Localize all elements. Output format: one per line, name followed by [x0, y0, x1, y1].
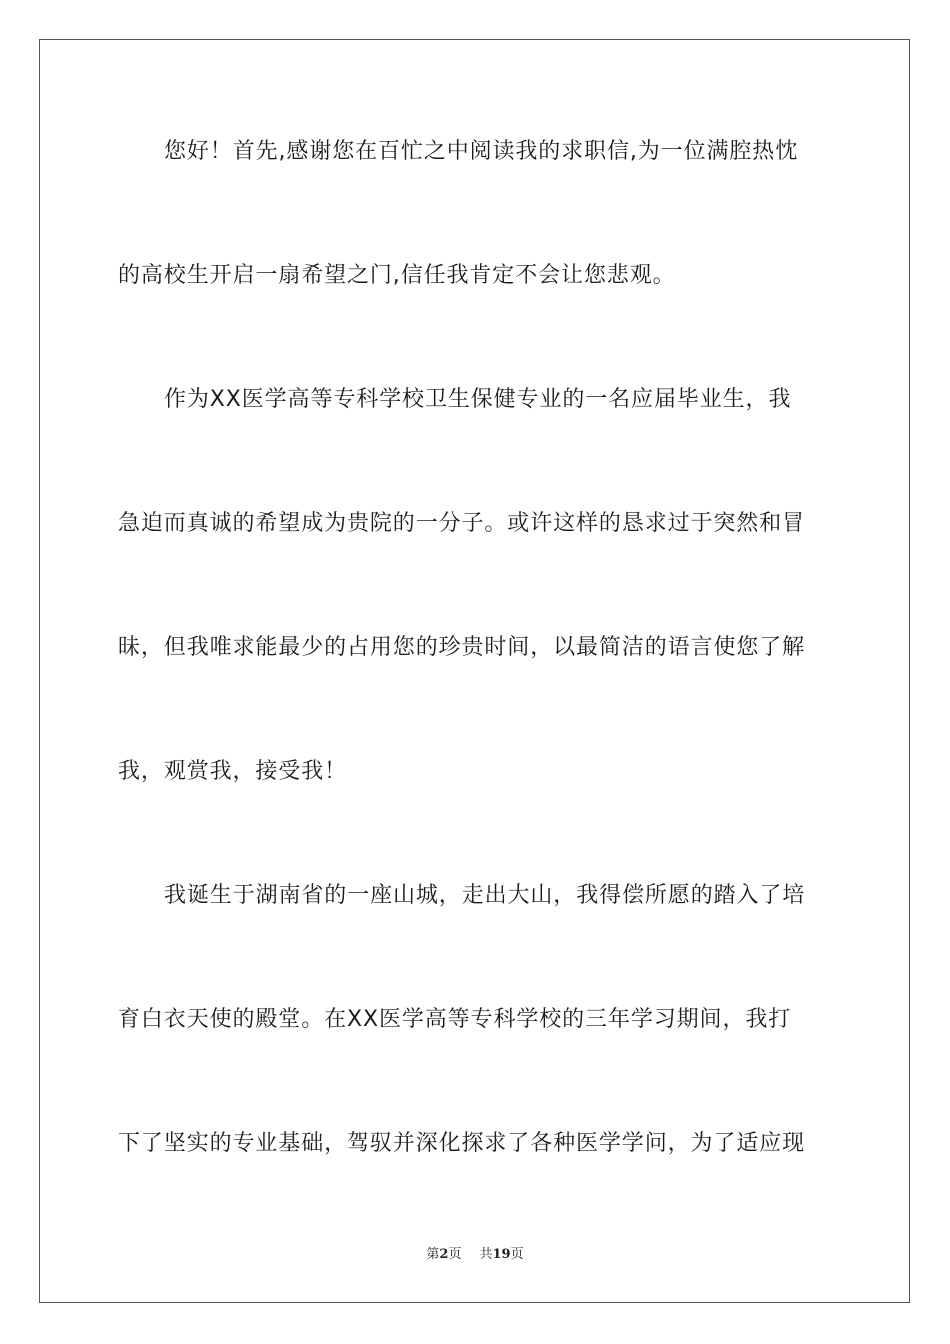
body-line-2: 的高校生开启一扇希望之门,信任我肯定不会让您悲观。	[118, 263, 676, 288]
body-line-7: 我诞生于湖南省的一座山城，走出大山，我得偿所愿的踏入了培	[164, 883, 806, 908]
total-pages: 19	[492, 1247, 511, 1262]
total-label-prefix: 共	[479, 1247, 493, 1262]
page-label-prefix: 第	[426, 1247, 440, 1262]
body-line-5: 昧，但我唯求能最少的占用您的珍贵时间，以最简洁的语言使您了解	[118, 635, 806, 660]
body-line-4: 急迫而真诚的希望成为贵院的一分子。或许这样的恳求过于突然和冒	[118, 511, 806, 536]
page-frame	[39, 39, 910, 1303]
total-label-suffix: 页	[510, 1247, 524, 1262]
page-footer	[0, 1246, 950, 1264]
body-line-8: 育白衣天使的殿堂。在XX医学高等专科学校的三年学习期间，我打	[118, 1007, 792, 1032]
body-line-6: 我，观赏我，接受我！	[118, 759, 348, 784]
page-label-suffix: 页	[448, 1247, 462, 1262]
body-line-9: 下了坚实的专业基础，驾驭并深化探求了各种医学学问，为了适应现	[118, 1131, 806, 1156]
body-line-1: 您好！首先,感谢您在百忙之中阅读我的求职信,为一位满腔热忱	[164, 139, 799, 164]
body-line-3: 作为XX医学高等专科学校卫生保健专业的一名应届毕业生，我	[164, 387, 792, 412]
page-number: 2	[439, 1247, 449, 1262]
